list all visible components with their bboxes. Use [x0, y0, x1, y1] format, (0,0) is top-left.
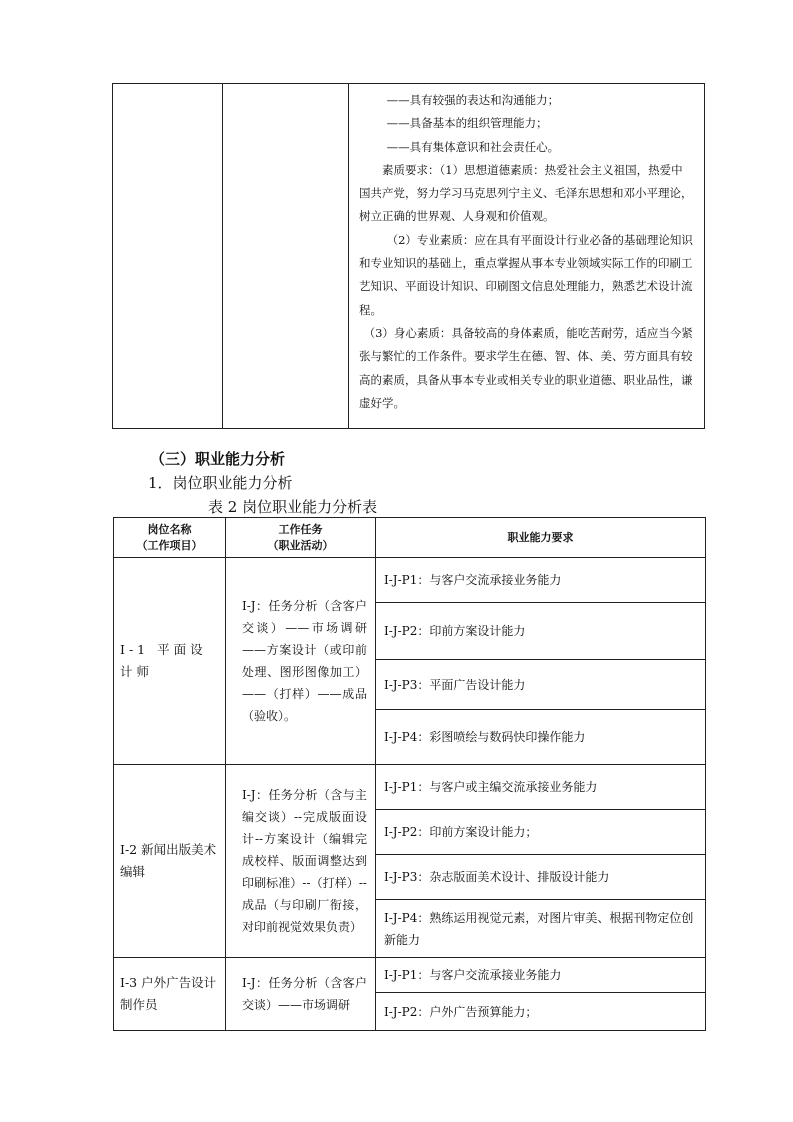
- header-position-line1: 岗位名称: [147, 522, 192, 536]
- ability-cell: I-J-P4：彩图喷绘与数码快印操作能力: [376, 710, 706, 765]
- professional-quality-paragraph: （2）专业素质：应在具有平面设计行业必备的基础理论知识和专业知识的基础上，重点掌握从事本专业领域实际工作的印刷工艺知识、平面设计知识、印刷图文信息处理能力，熟悉艺术设计流程。: [359, 232, 693, 317]
- task-cell: I-J：任务分析（含与主编交谈）--完成版面设计--方案设计（编辑完成校样、版面调整达到印刷标准）--（打样）--成品（与印刷厂衔接，对印前视觉效果负责）: [226, 765, 376, 958]
- ability-cell: I-J-P3：杂志版面美术设计、排版设计能力: [376, 855, 706, 900]
- qualification-requirements: [349, 84, 705, 429]
- ability-cell: I-J-P2：印前方案设计能力: [376, 603, 706, 660]
- position-cell: I-1 平面设计师: [114, 558, 226, 765]
- task-cell: I-J：任务分析（含客户交谈）——市场调研——方案设计（或印前处理、图形图像加工）——（打样）——成品（验收）。: [226, 558, 376, 765]
- table-row: [114, 958, 706, 993]
- moral-quality-paragraph: 素质要求：（1）思想道德素质：热爱社会主义祖国，热爱中国共产党，努力学习马克思列宁主义、毛泽东思想和邓小平理论，树立正确的世界观、人身观和价值观。: [359, 162, 693, 224]
- section-heading: （三）职业能力分析: [150, 450, 286, 468]
- sub-heading: 1．岗位职业能力分析: [148, 474, 293, 492]
- qualification-line: ——具有集体意识和社会责任心。: [386, 139, 560, 154]
- position-cell: I-3 户外广告设计制作员: [114, 958, 226, 1031]
- table-title: 表 2 岗位职业能力分析表: [208, 498, 378, 516]
- ability-cell: I-J-P1：与客户交流承接业务能力: [376, 958, 706, 993]
- table-row: [114, 558, 706, 603]
- task-cell: I-J：任务分析（含客户交谈）——市场调研: [226, 958, 376, 1031]
- ability-cell: I-J-P3：平面广告设计能力: [376, 660, 706, 710]
- qualification-table: [112, 83, 705, 429]
- ability-cell: I-J-P2：印前方案设计能力；: [376, 810, 706, 855]
- header-task: [226, 518, 376, 558]
- position-cell: I-2 新闻出版美术编辑: [114, 765, 226, 958]
- qualification-line: ——具有较强的表达和沟通能力；: [386, 93, 560, 107]
- qualification-line: ——具备基本的组织管理能力；: [386, 116, 548, 131]
- table-header-row: [114, 518, 706, 558]
- empty-cell-task: [223, 84, 349, 429]
- table-row: [114, 765, 706, 810]
- header-task-line2: （职业活动）: [267, 538, 334, 552]
- ability-cell: I-J-P1：与客户交流承接业务能力: [376, 558, 706, 603]
- header-task-line1: 工作任务: [278, 522, 323, 536]
- header-position: [114, 518, 226, 558]
- ability-cell: I-J-P1：与客户或主编交流承接业务能力: [376, 765, 706, 810]
- ability-analysis-table: [113, 517, 706, 1031]
- header-position-line2: （工作项目）: [136, 538, 203, 552]
- header-abilities: 职业能力要求: [376, 518, 706, 558]
- ability-cell: I-J-P2：户外广告预算能力；: [376, 993, 706, 1031]
- empty-cell-position: [113, 84, 223, 429]
- physical-quality-paragraph: （3）身心素质：具备较高的身体素质，能吃苦耐劳，适应当今紧张与繁忙的工作条件。要求学生在德、智、体、美、劳方面具有较高的素质，具备从事本专业或相关专业的职业道德、职业品性，谦虚好学。: [359, 325, 693, 410]
- ability-cell: I-J-P4：熟练运用视觉元素，对图片审美、根据刊物定位创新能力: [376, 900, 706, 958]
